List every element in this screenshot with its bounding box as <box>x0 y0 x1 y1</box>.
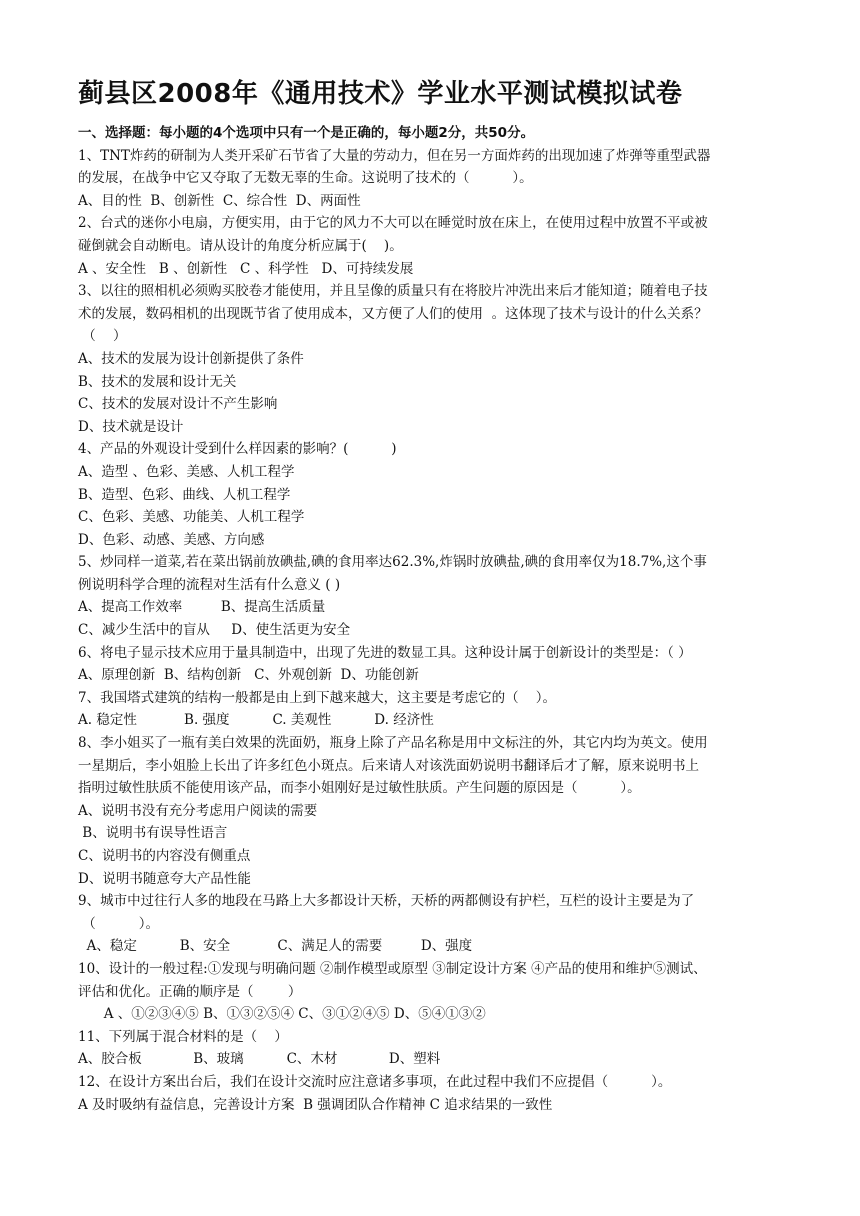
text-line: 9、城市中过往行人多的地段在马路上大多都设计天桥，天桥的两都侧设有护栏，互栏的设计主要是为了 <box>78 893 695 910</box>
text-line: D、技术就是设计 <box>78 418 184 435</box>
text-line: 的发展，在战争中它又夺取了无数无辜的生命。这说明了技术的（ ）。 <box>78 170 533 187</box>
text-line: 11、下列属于混合材料的是（ ） <box>78 1028 288 1045</box>
text-line: C、说明书的内容没有侧重点 <box>78 848 251 864</box>
text-line: C、减少生活中的盲从 D、使生活更为安全 <box>78 622 351 639</box>
text-line: 术的发展，数码相机的出现既节省了使用成本，又方便了人们的使用 。这体现了技术与设计的什么关系？ <box>78 305 708 322</box>
text-line: A 、①②③④⑤ B、①③②⑤④ C、③①②④⑤ D、⑤④①③② <box>78 1006 486 1023</box>
exam-page <box>78 76 788 1116</box>
text-line: A、说明书没有充分考虑用户阅读的需要 <box>78 802 318 819</box>
text-line: 指明过敏性肤质不能使用该产品，而李小姐刚好是过敏性肤质。产生问题的原因是（ ）。 <box>78 780 641 797</box>
text-line: A、稳定 B、安全 C、满足人的需要 D、强度 <box>78 938 473 955</box>
text-line: 3、以往的照相机必须购买胶卷才能使用，并且呈像的质量只有在将胶片冲洗出来后才能知道；随着电子技 <box>78 283 708 300</box>
text-line: 7、我国塔式建筑的结构一般都是由上到下越来越大，这主要是考虑它的（ ）。 <box>78 689 557 706</box>
text-line: B、造型、色彩、曲线、人机工程学 <box>78 486 291 503</box>
text-line: A、胶合板 B、玻璃 C、木材 D、塑料 <box>78 1051 441 1068</box>
text-line: A、原理创新 B、结构创新 C、外观创新 D、功能创新 <box>78 667 419 684</box>
text-line: A 及时吸纳有益信息，完善设计方案 B 强调团队合作精神 C 追求结果的一致性 <box>78 1096 553 1113</box>
text-line: 1、TNT炸药的研制为人类开采矿石节省了大量的劳动力，但在另一方面炸药的出现加速了炸弹等重型武器 <box>78 147 711 164</box>
text-line: 4、产品的外观设计受到什么样因素的影响？( ) <box>78 441 397 458</box>
text-line: A、技术的发展为设计创新提供了条件 <box>78 350 304 367</box>
text-line: B、技术的发展和设计无关 <box>78 373 237 390</box>
text-line: （ ） <box>78 328 127 345</box>
text-line: A. 稳定性 B. 强度 C. 美观性 D. 经济性 <box>78 712 434 729</box>
text-line: 10、设计的一般过程:①发现与明确问题 ②制作模型或原型 ③制定设计方案 ④产品的使用和维护⑤测试、 <box>78 960 707 977</box>
question-list <box>78 145 788 1117</box>
text-line: A 、安全性 B 、创新性 C 、科学性 D、可持续发展 <box>78 260 414 277</box>
text-line: B、说明书有误导性语言 <box>78 825 228 842</box>
text-line: 8、李小姐买了一瓶有美白效果的洗面奶，瓶身上除了产品名称是用中文标注的外，其它内均为英文。使用 <box>78 735 708 752</box>
text-line: 5、炒同样一道菜,若在菜出锅前放碘盐,碘的食用率达62.3%,炸锅时放碘盐,碘的食用率仅为18.7%,这个事 <box>78 554 707 571</box>
text-line: 评估和优化。正确的顺序是（ ） <box>78 983 302 1000</box>
text-line: D、色彩、动感、美感、方向感 <box>78 531 265 548</box>
section-heading: 一、选择题：每小题的4个选项中只有一个是正确的，每小题2分，共50分。 <box>78 125 535 141</box>
text-line: D、说明书随意夸大产品性能 <box>78 870 251 887</box>
text-line: 12、在设计方案出台后，我们在设计交流时应注意诸多事项，在此过程中我们不应提倡（ ）。 <box>78 1073 672 1090</box>
text-line: 一星期后，李小姐脸上长出了许多红色小斑点。后来请人对该洗面奶说明书翻译后才了解，原来说明书上 <box>78 757 699 774</box>
text-line: 2、台式的迷你小电扇，方便实用，由于它的风力不大可以在睡觉时放在床上，在使用过程中放置不平或被 <box>78 215 708 232</box>
text-line: A、目的性 B、创新性 C、综合性 D、两面性 <box>78 192 361 209</box>
text-line: A、提高工作效率 B、提高生活质量 <box>78 599 326 616</box>
text-line: 例说明科学合理的流程对生活有什么意义 ( ) <box>78 576 341 593</box>
exam-title: 蓟县区2008年《通用技术》学业水平测试模拟试卷 <box>78 79 683 109</box>
text-line: C、技术的发展对设计不产生影响 <box>78 396 278 413</box>
text-line: C、色彩、美感、功能美、人机工程学 <box>78 509 305 526</box>
text-line: A、造型 、色彩、美感、人机工程学 <box>78 463 295 480</box>
text-line: （ ）。 <box>78 915 159 932</box>
text-line: 碰倒就会自动断电。请从设计的角度分析应属于( )。 <box>78 237 403 254</box>
text-line: 6、将电子显示技术应用于量具制造中，出现了先进的数显工具。这种设计属于创新设计的类型是：（ ） <box>78 644 692 661</box>
